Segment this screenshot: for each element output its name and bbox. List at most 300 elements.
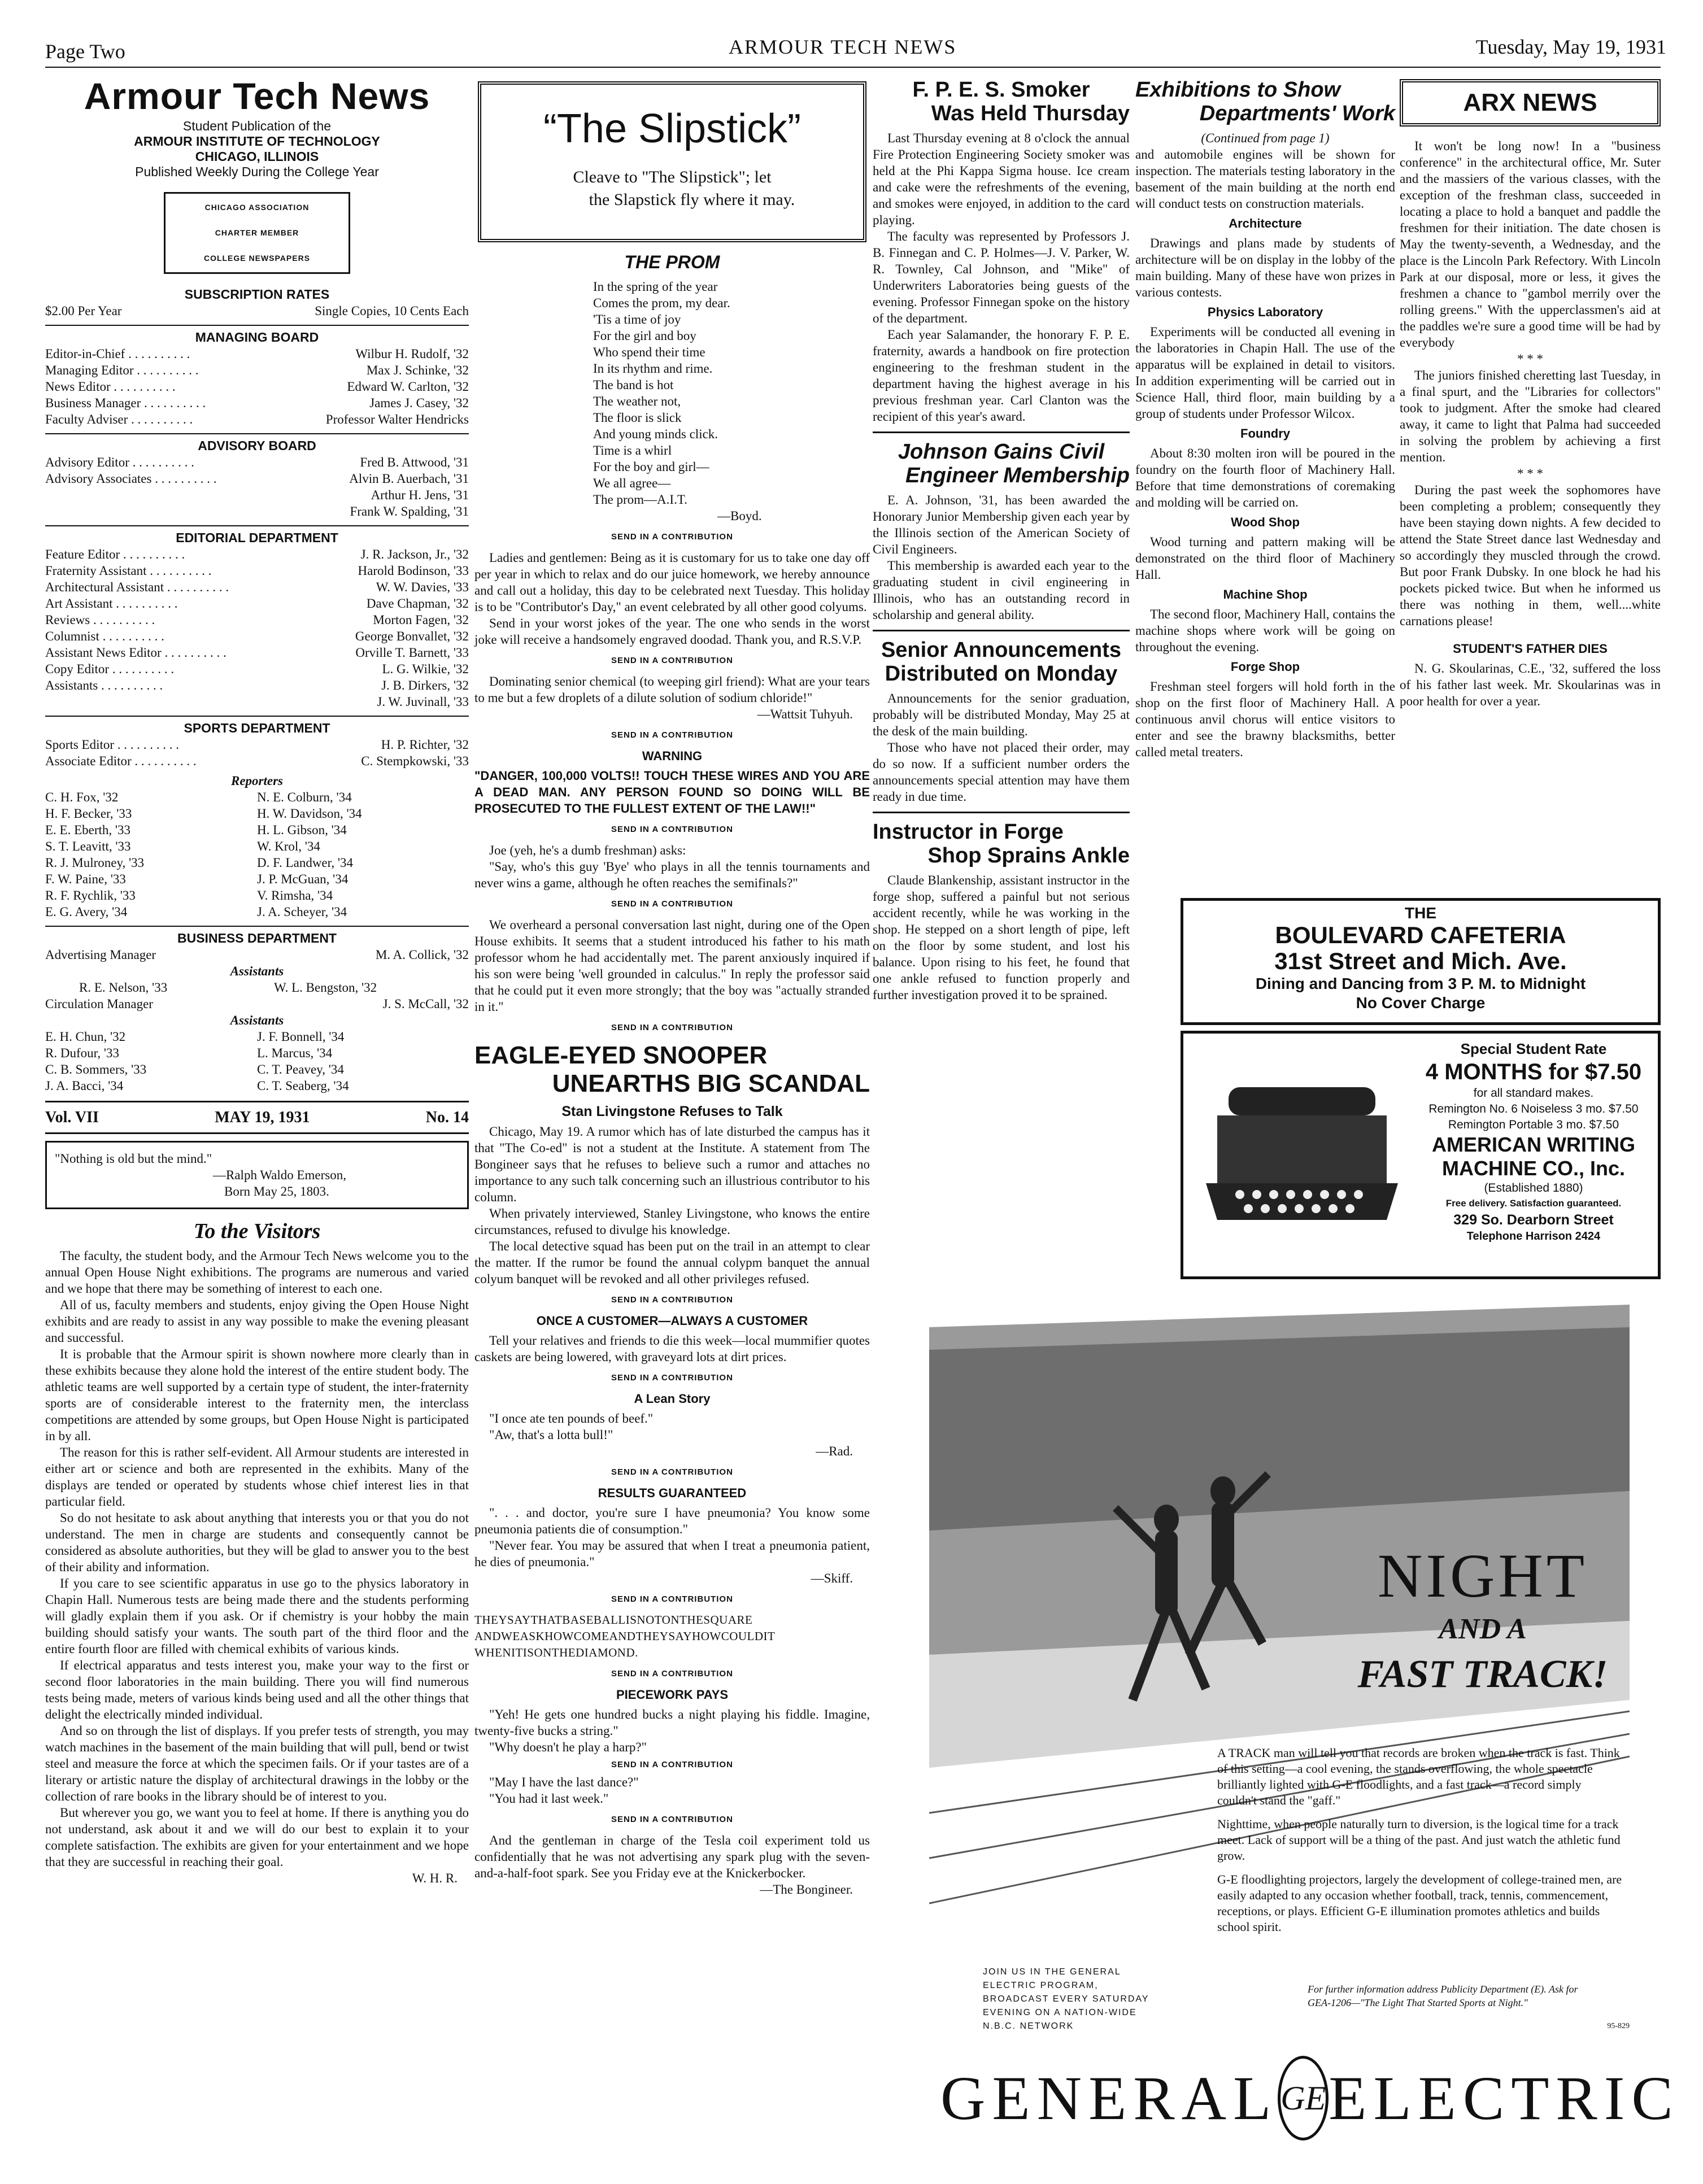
paragraph: It won't be long now! In a "business conference" in the architectural office, Mr. Suter and the massiers of the various classes, with the exception of the freshman class, succeeded in locating a place to hold a banquet and paddle the freshmen for their initiation. The date chosen is May the twenty-seventh, a Wednesday, and the place is the Lincoln Park Refectory. With Lincoln Park at our disposal, more or less, it gives the freshmen a chance to "gambol merrily over the rolling greens." With the upperclassmen's aid at the paddles we're sure a good time will be had by everybody — [1400, 139, 1661, 350]
forge-headline — [873, 820, 1130, 868]
poem-line: Who spend their time — [593, 345, 705, 359]
cafeteria-cover: No Cover Charge — [1356, 994, 1486, 1012]
ge-body-para: G-E floodlighting projectors, largely the development of college-trained men, are easily adapted to any occasion whether football, track, tennis, commencement, receptions, or plays. Efficient G-E illumination promotes athletics and builds school spirit. — [1217, 1872, 1622, 1934]
remington-portable: Remington Portable 3 mo. $7.50 — [1448, 1118, 1619, 1131]
poem-line: In its rhythm and rime. — [593, 361, 713, 376]
staff-row — [45, 736, 469, 753]
quote-born: Born May 25, 1803. — [224, 1184, 329, 1198]
headline-line: Shop Sprains Ankle — [927, 844, 1130, 868]
slipstick-column — [474, 73, 870, 1898]
poem-line: Time is a whirl — [593, 443, 672, 457]
staff-role: Business Manager . . . . . . . . . . — [45, 396, 206, 410]
board-title: SPORTS DEPARTMENT — [45, 716, 469, 736]
cafeteria-name: BOULEVARD CAFETERIA — [1275, 922, 1566, 948]
staff-person: L. G. Wilkie, '32 — [382, 662, 469, 676]
slipstick-box — [478, 81, 866, 242]
fpes-headline — [873, 78, 1130, 125]
johnson-headline — [873, 440, 1130, 487]
board-title: ADVISORY BOARD — [45, 433, 469, 454]
reporter-row — [45, 789, 469, 805]
paragraph: The reason for this is rather self-evident. All Armour students are interested in either art or science and both are represented in the exhibits. Many of the displays are tended or operated by students whose chief interest lies in that particular field. — [45, 1445, 469, 1509]
staff-person: Morton Fagen, '32 — [373, 613, 469, 627]
staff-row — [45, 628, 469, 644]
reporter: C. H. Fox, '32 — [45, 790, 119, 804]
paragraph: N. G. Skoularinas, C.E., '32, suffered the loss of his father last week. Mr. Skoularinas was in poor health for over a year. — [1400, 661, 1661, 708]
poem-line: We all agree— — [593, 476, 671, 490]
staff-person: Dave Chapman, '32 — [366, 596, 469, 611]
staff-row — [45, 470, 469, 487]
divider — [45, 1132, 469, 1134]
caps-joke — [474, 1612, 870, 1661]
typewriter-copy — [1415, 1039, 1652, 1244]
cafeteria-ad — [1181, 898, 1661, 1025]
assistant-row — [45, 1061, 469, 1078]
headline-line: Was Held Thursday — [931, 102, 1130, 125]
staff-row — [45, 979, 469, 996]
assistant: C. T. Seaberg, '34 — [257, 1079, 349, 1093]
street-address: 329 So. Dearborn Street — [1453, 1212, 1614, 1228]
paragraph: "May I have the last dance?" — [489, 1775, 639, 1789]
board-title: EDITORIAL DEPARTMENT — [45, 525, 469, 546]
assistant-row — [45, 1045, 469, 1061]
staff-person: J. B. Dirkers, '32 — [381, 678, 469, 692]
poem-line: And young minds click. — [593, 427, 718, 441]
ge-logo-icon — [1278, 2056, 1329, 2141]
reporter-row — [45, 855, 469, 871]
snooper-headline — [474, 1041, 870, 1098]
reporter-row — [45, 871, 469, 887]
reporter: N. E. Colburn, '34 — [257, 790, 352, 804]
staff-row — [45, 411, 469, 428]
lean-head: A Lean Story — [634, 1392, 711, 1406]
staff-role: Art Assistant . . . . . . . . . . — [45, 596, 178, 611]
visitors-title: To the Visitors — [193, 1219, 321, 1243]
ge-info: For further information address Publicity Department (E). Ask for GEA-1206—"The Light That Started Sports at Night." — [1308, 1984, 1578, 2008]
masthead-logo: Armour Tech News — [84, 75, 430, 117]
staff-role: Sports Editor . . . . . . . . . . — [45, 738, 180, 752]
paragraph: The second floor, Machinery Hall, contains the machine shops where work will be going on throughout the evening. — [1135, 607, 1395, 654]
paragraph: "Why doesn't he play a harp?" — [489, 1740, 647, 1754]
contribution-line: SEND IN A CONTRIBUTION — [611, 899, 733, 909]
ge-body-para: Nighttime, when people naturally turn to diversion, is the logical time for a track meet. Lack of support will be a thing of the past. And just watch the athletic fund grow. — [1217, 1817, 1621, 1863]
staff-role: Architectural Assistant . . . . . . . . . . — [45, 580, 229, 594]
poem-line: Comes the prom, my dear. — [593, 296, 730, 310]
assistant: E. H. Chun, '32 — [45, 1030, 126, 1044]
paragraph: Dominating senior chemical (to weeping girl friend): What are your tears to me but a few droplets of a dilute solution of sodium chloride!" — [474, 674, 870, 705]
warning-head: WARNING — [642, 749, 703, 763]
volume-number: No. 14 — [425, 1109, 469, 1126]
reporter: R. J. Mulroney, '33 — [45, 856, 145, 870]
exhibitions-lead: and automobile engines will be shown for inspection. The materials testing laboratory in the basement of the main building at the north end will conduct tests on construction materials. — [1135, 147, 1395, 211]
badge-line: COLLEGE NEWSPAPERS — [203, 254, 311, 263]
snooper-article — [474, 1123, 870, 1287]
company-name: MACHINE CO., Inc. — [1441, 1157, 1626, 1180]
once-head: ONCE A CUSTOMER—ALWAYS A CUSTOMER — [536, 1314, 808, 1328]
arx-column — [1400, 73, 1661, 709]
paragraph: The faculty was represented by Professors J. B. Finnegan and C. P. Holmes—J. V. Parker, W. R. Townley, Cal Johnson, and "Mike" of Underwriters Laboratories being guests of the evening. Professor Finnegan spoke on the history of the department. — [873, 229, 1130, 325]
ge-headline-track: FAST TRACK! — [1357, 1653, 1608, 1696]
staff-person: Max J. Schinke, '32 — [366, 363, 469, 377]
divider — [873, 812, 1130, 813]
staff-row — [45, 563, 469, 579]
warning-text: "DANGER, 100,000 VOLTS!! TOUCH THESE WIRES AND YOU ARE A DEAD MAN. ANY PERSON FOUND SO DOING WILL BE PROSECUTED TO THE FULLEST EXTENT OF THE LAW!!" — [474, 769, 870, 816]
visitors-article — [45, 1248, 469, 1870]
staff-role: Editor-in-Chief . . . . . . . . . . — [45, 347, 190, 361]
staff-role: Faculty Adviser . . . . . . . . . . — [45, 412, 193, 426]
exhibitions-article — [1135, 215, 1395, 760]
paragraph: Those who have not placed their order, may do so now. If a sufficient number orders the announcements special attention may have them ready in due time. — [873, 740, 1130, 804]
paragraph: Tell your relatives and friends to die this week—local mummifier quotes caskets are being lowered, with graveyard lots at dirt prices. — [474, 1333, 870, 1364]
reporter: H. F. Becker, '33 — [45, 807, 132, 821]
staff-person: W. L. Bengston, '32 — [274, 980, 377, 995]
masthead-line: ARMOUR INSTITUTE OF TECHNOLOGY — [134, 134, 380, 149]
staff-row — [45, 362, 469, 378]
subscription-head: SUBSCRIPTION RATES — [184, 287, 330, 302]
staff-row — [45, 454, 469, 470]
telephone: Telephone Harrison 2424 — [1466, 1230, 1601, 1243]
senior-headline — [873, 638, 1130, 686]
paragraph: "You had it last week." — [489, 1791, 609, 1806]
byline: —Wattsit Tuhyuh. — [757, 707, 853, 721]
staff-role: Copy Editor . . . . . . . . . . — [45, 662, 175, 676]
assistant: R. Dufour, '33 — [45, 1046, 119, 1060]
staff-person: J. W. Juvinall, '33 — [377, 695, 469, 709]
subscription-year: $2.00 Per Year — [45, 304, 122, 318]
reporter: V. Rimsha, '34 — [257, 888, 333, 903]
reporters-list — [45, 789, 469, 920]
association-badge — [164, 192, 350, 274]
staff-row — [45, 753, 469, 769]
reporter: S. T. Leavitt, '33 — [45, 839, 131, 853]
typewriter-icon — [1195, 1076, 1409, 1228]
staff-person: Wilbur H. Rudolf, '32 — [355, 347, 469, 361]
divider — [45, 1101, 469, 1102]
exhibit-head: Wood Shop — [1231, 515, 1300, 529]
staff-person: Frank W. Spalding, '31 — [350, 504, 469, 518]
staff-row — [45, 503, 469, 520]
issue-date: Tuesday, May 19, 1931 — [1475, 36, 1666, 58]
volume-date: MAY 19, 1931 — [215, 1109, 310, 1126]
paragraph: "I once ate ten pounds of beef." — [489, 1411, 654, 1426]
contribution-line: SEND IN A CONTRIBUTION — [611, 656, 733, 665]
paragraph: Each year Salamander, the honorary F. P. E. fraternity, awards a handbook on fire protection engineering to the freshman student in the department having the highest average in his previous freshman year. Carl Clanton was the recipient of this year's award. — [873, 328, 1130, 424]
staff-person: H. P. Richter, '32 — [381, 738, 469, 752]
headline-line: Exhibitions to Show — [1135, 78, 1341, 102]
staff-role: Assistants . . . . . . . . . . — [45, 678, 163, 692]
masthead-line: Student Publication of the — [182, 119, 332, 133]
visitors-sign: W. H. R. — [412, 1871, 458, 1885]
cafeteria-hours: Dining and Dancing from 3 P. M. to Midnight — [1255, 975, 1586, 992]
headline-line: Johnson Gains Civil — [898, 440, 1105, 464]
contribution-line: SEND IN A CONTRIBUTION — [611, 1467, 733, 1477]
paragraph: Claude Blankenship, assistant instructor in the forge shop, suffered a painful but not serious accident recently, while he was working in the shop. He stepped on a short length of pipe, left on the floor by some student, and lost his balance. Upon rising to his feet, he found that one ankle refused to function properly and further investigation proved it to be sprained. — [873, 873, 1130, 1002]
paragraph: "Aw, that's a lotta bull!" — [489, 1428, 613, 1442]
paragraph: And so on through the list of displays. If you prefer tests of strength, you may watch machines in the basement of the main building that will pull, bend or twist steel and measure the force at which the specimen fails. Or if your tastes are of a literary or artistic nature the display of architectural drawings in the lobby or the collection of rare books in the library should be of interest to you. — [45, 1724, 469, 1803]
subscription-single: Single Copies, 10 Cents Each — [315, 304, 469, 318]
staff-person: C. Stempkowski, '33 — [361, 754, 469, 768]
slipstick-title: “The Slipstick” — [543, 106, 802, 151]
ge-headline — [1325, 1542, 1641, 1700]
page-number: Page Two — [45, 40, 125, 63]
paragraph: All of us, faculty members and students, enjoy giving the Open House Night exhibits and are ready to assist in any way possible to make the evening pleasant and successful. — [45, 1298, 469, 1345]
staff-row — [45, 378, 469, 395]
prom-sign: —Boyd. — [717, 509, 762, 523]
reporter-row — [45, 805, 469, 822]
slipstick-motto: the Slapstick fly where it may. — [589, 190, 795, 209]
exhibit-head: Forge Shop — [1230, 660, 1300, 674]
paragraph: "Yeh! He gets one hundred bucks a night playing his fiddle. Imagine, twenty-five bucks a string." — [474, 1707, 870, 1738]
ge-brand-left: GENERAL — [940, 2063, 1278, 2133]
company-name: AMERICAN WRITING — [1432, 1133, 1635, 1156]
poem-line: 'Tis a time of joy — [593, 312, 681, 326]
paragraph: Experiments will be conducted all evening in the laboratories in Chapin Hall. The use of the apparatus will be explained in detail to visitors. In addition experimenting will be carried out in Science Hall, third floor, main building by a group of students under Professor Wilcox. — [1135, 325, 1395, 421]
paragraph: E. A. Johnson, '31, has been awarded the Honorary Junior Membership given each year by the Illinois section of the American Society of Civil Engineers. — [873, 493, 1130, 556]
paragraph: This membership is awarded each year to the graduating student in civil engineering in Illinois, who has an outstanding record in scholarship and general ability. — [873, 559, 1130, 622]
paragraph: "Say, who's this guy 'Bye' who plays in all the tennis tournaments and never wins a game, although he often reaches the semifinals?" — [474, 860, 870, 890]
paragraph: When privately interviewed, Stanley Livingstone, who knows the entire circumstances, refused to divulge his knowledge. — [474, 1206, 870, 1237]
assistants-head: Assistants — [230, 964, 284, 978]
byline: —Skiff. — [811, 1571, 853, 1585]
piecework-head: PIECEWORK PAYS — [616, 1688, 729, 1702]
paragraph: We overheard a personal conversation last night, during one of the Open House exhibits. It seems that a student introduced his father to his math professor whom he had accidentally met. The parent anxiously inquired if his son were being 'well grounded in calculus." In reply the professor said that he could put it even more strongly; that the boy was "actually stranded in it." — [474, 918, 870, 1014]
board-title: MANAGING BOARD — [45, 325, 469, 346]
johnson-article — [873, 492, 1130, 623]
quote-box — [45, 1141, 469, 1209]
masthead-lines — [45, 119, 469, 180]
masthead-column — [45, 73, 469, 1886]
reporter: J. P. McGuan, '34 — [257, 872, 349, 886]
paragraph: Last Thursday evening at 8 o'clock the annual Fire Protection Engineering Society smoker was held at the Phi Kappa Sigma house. Ice cream and cake were the refreshments of the evening, and smokes were enjoyed, in addition to the card playing. — [873, 131, 1130, 227]
news-column — [873, 73, 1130, 1003]
staff-row — [45, 579, 469, 595]
staff-person: Professor Walter Hendricks — [325, 412, 469, 426]
reporter-row — [45, 822, 469, 838]
staff-row — [45, 947, 469, 963]
ge-headline-night: NIGHT — [1377, 1541, 1588, 1610]
ge-logo-text: GE — [1280, 2079, 1326, 2117]
caps-line: ANDWEASKHOWCOMEANDTHEYSAYHOWCOULDIT — [474, 1629, 776, 1643]
masthead-line: CHICAGO, ILLINOIS — [195, 149, 319, 164]
reporter: J. A. Scheyer, '34 — [257, 905, 347, 919]
staff-role: Associate Editor . . . . . . . . . . — [45, 754, 197, 768]
reporter: E. E. Eberth, '33 — [45, 823, 131, 837]
paragraph: During the past week the sophomores have been completing a problem; consequently they have been staying down nights. A few decided to attend the State Street dance last Wednesday and so accordingly they muscled through the crowd. But poor Frank Dubsky. In one block he had his pockets picked twice. But when he informed us there was nothing in them, well....white carnations please! — [1400, 483, 1661, 628]
reporter: F. W. Paine, '33 — [45, 872, 126, 886]
poem-line: The band is hot — [593, 378, 674, 392]
contribution-line: SEND IN A CONTRIBUTION — [611, 532, 733, 542]
staff-person: Harold Bodinson, '33 — [358, 564, 469, 578]
ge-headline-and: AND A — [1439, 1613, 1527, 1645]
poem-line: The weather not, — [593, 394, 681, 408]
header-rule — [45, 67, 1661, 68]
headline-line: Instructor in Forge — [873, 820, 1064, 844]
paragraph: Joe (yeh, he's a dumb freshman) asks: — [489, 843, 686, 857]
reporter: D. F. Landwer, '34 — [257, 856, 354, 870]
byline: —The Bongineer. — [760, 1882, 853, 1897]
staff-person: W. W. Davies, '33 — [376, 580, 469, 594]
headline-line: Senior Announcements — [881, 638, 1122, 662]
four-months: 4 MONTHS for $7.50 — [1425, 1060, 1642, 1084]
exhibit-head: Machine Shop — [1223, 587, 1308, 601]
staff-role: Advisory Editor . . . . . . . . . . — [45, 455, 194, 469]
staff-row — [45, 996, 469, 1012]
father-head: STUDENT'S FATHER DIES — [1453, 642, 1608, 656]
staff-person: George Bonvallet, '32 — [355, 629, 469, 643]
senior-article — [873, 690, 1130, 805]
staff-role: Fraternity Assistant . . . . . . . . . . — [45, 564, 212, 578]
ge-brand — [940, 2050, 1680, 2146]
contribution-line: SEND IN A CONTRIBUTION — [611, 1373, 733, 1383]
paragraph: Announcements for the senior graduation, probably will be distributed Monday, May 25 at the desk of the main building. — [873, 691, 1130, 738]
staff-role: News Editor . . . . . . . . . . — [45, 380, 176, 394]
paragraph: Chicago, May 19. A rumor which has of late disturbed the campus has it that "The Co-ed" is not a student at the Institute. A statement from The Bongineer says that he refuses to believe such a rumor and attaches no importance to any such talk concerning such an illustrious contributor to his column. — [474, 1124, 870, 1204]
ge-body — [1217, 1745, 1624, 1935]
poem-line: In the spring of the year — [593, 280, 718, 294]
staff-role: Assistant News Editor . . . . . . . . . . — [45, 646, 227, 660]
paragraph: The faculty, the student body, and the Armour Tech News welcome you to the annual Open House Night exhibitions. The programs are numerous and varied and we hope that there may be something of interest to each one. — [45, 1249, 469, 1296]
staff-role: Advisory Associates . . . . . . . . . . — [45, 472, 217, 486]
typewriter-ad — [1181, 1031, 1661, 1279]
assistants-head: Assistants — [230, 1013, 284, 1027]
staff-row — [45, 644, 469, 661]
masthead-line: Published Weekly During the College Year — [135, 164, 379, 179]
continued-note: (Continued from page 1) — [1201, 131, 1330, 145]
paragraph: Ladies and gentlemen: Being as it is customary for us to take one day off per year in which to relax and do our juice homework, we hereby announce and call out a holiday, this day to be celebrated next Tuesday. This holiday is to be "Contributor's Day," an event celebrated by all other good colyums. — [474, 551, 870, 614]
paragraph: And the gentleman in charge of the Tesla coil experiment told us confidentially that he was not advertising any spark plug with the seven-and-a-half-foot spark. See you Friday eve at the Knickerbocker. — [474, 1833, 870, 1880]
staff-role: Reviews . . . . . . . . . . — [45, 613, 155, 627]
paragraph: So do not hesitate to ask about anything that interests you or that you do not understand. The men in charge are students and consequently cannot be considered as absolute authorities, but they will be glad to answer you to the best of their ability and information. — [45, 1511, 469, 1574]
established: (Established 1880) — [1484, 1182, 1583, 1195]
badge-line: CHICAGO ASSOCIATION — [204, 203, 310, 212]
special-rate: Special Student Rate — [1460, 1040, 1607, 1057]
snooper-subhead: Stan Livingstone Refuses to Talk — [561, 1104, 783, 1119]
quote-author: —Ralph Waldo Emerson, — [213, 1168, 346, 1182]
staff-row — [45, 487, 469, 503]
caps-line: THEYSAYTHATBASEBALLISNOTONTHESQUARE — [474, 1613, 753, 1627]
remington-noiseless: Remington No. 6 Noiseless 3 mo. $7.50 — [1428, 1102, 1639, 1115]
reporter: E. G. Avery, '34 — [45, 905, 128, 919]
headline-line: Engineer Membership — [905, 464, 1130, 487]
staff-row — [45, 346, 469, 362]
ge-code: 95-829 — [1607, 2022, 1630, 2030]
exhibit-head: Architecture — [1229, 216, 1302, 230]
reporter: H. W. Davidson, '34 — [257, 807, 362, 821]
divider — [873, 630, 1130, 631]
exhibitions-column — [1135, 73, 1395, 760]
assistant: J. F. Bonnell, '34 — [257, 1030, 345, 1044]
staff-row — [45, 612, 469, 628]
arx-title: ARX NEWS — [1463, 89, 1597, 116]
staff-person: Alvin B. Auerbach, '31 — [349, 472, 469, 486]
prom-title: THE PROM — [624, 252, 720, 272]
staff-person: J. R. Jackson, Jr., '32 — [360, 547, 469, 561]
poem-line: For the girl and boy — [593, 329, 696, 343]
paragraph: But wherever you go, we want you to feel at home. If there is anything you do not understand, ask about it and we will do our best to explain it to your complete satisfaction. The exhibits are given for your entertainment and we hope that they are successful in reaching their goal. — [45, 1806, 469, 1869]
results-head: RESULTS GUARANTEED — [598, 1486, 747, 1500]
reporter-row — [45, 887, 469, 904]
assistant-row — [45, 1028, 469, 1045]
poem-line: The floor is slick — [593, 411, 682, 425]
paragraph: If you care to see scientific apparatus in use go to the physics laboratory in Chapin Hall. Numerous tests are being made there and the students performing will gladly explain them if you ask. Or if chemistry is your hobby the main building should satisfy your wants. The south part of the third floor and the entire fourth floor are filled with chemical exhibits of various kinds. — [45, 1576, 469, 1656]
badge-line: CHARTER MEMBER — [215, 228, 299, 237]
contribution-line: SEND IN A CONTRIBUTION — [611, 730, 733, 740]
paragraph: Freshman steel forgers will hold forth in the shop on the first floor of Machinery Hall. A continuous anvil chorus will entice visitors to enter and see the brawny blacksmiths, better called metal treaters. — [1135, 679, 1395, 759]
reporter: H. L. Gibson, '34 — [257, 823, 347, 837]
exhibit-head: Foundry — [1240, 426, 1290, 441]
assistant-row — [45, 1078, 469, 1094]
contribution-line: SEND IN A CONTRIBUTION — [611, 1023, 733, 1032]
staff-person: James J. Casey, '32 — [369, 396, 469, 410]
staff-person: J. S. McCall, '32 — [382, 997, 469, 1011]
staff-person: R. E. Nelson, '33 — [79, 980, 168, 995]
staff-row — [45, 595, 469, 612]
assistant: L. Marcus, '34 — [257, 1046, 333, 1060]
staff-role: Advertising Manager — [45, 948, 156, 962]
staff-role: Feature Editor . . . . . . . . . . — [45, 547, 185, 561]
cafeteria-the: THE — [1405, 904, 1436, 922]
staff-role: Managing Editor . . . . . . . . . . — [45, 363, 199, 377]
contribution-line: SEND IN A CONTRIBUTION — [611, 1815, 733, 1824]
staff-role: Circulation Manager — [45, 997, 153, 1011]
contribution-line: SEND IN A CONTRIBUTION — [611, 1594, 733, 1604]
ge-body-para: A TRACK man will tell you that records are broken when the track is fast. Think of this setting—a cool evening, the stands overflowing, the whole spectacle brilliantly lighted with G-E floodlights, and a fast track—a record simply couldn't stand the "gaff." — [1217, 1746, 1620, 1807]
paragraph: It is probable that the Armour spirit is shown nowhere more clearly than in these exhibits because they alone hold the interest of the entire student body. The athletic teams are well supported by a certain type of student, the inter-fraternity sports are of considerable interest to the fraternity men, the interclass competitions are attended by some groups, but Open House Night is participated in by all. — [45, 1347, 469, 1443]
paragraph: Wood turning and pattern making will be demonstrated on the third floor of Machinery Hall. — [1135, 535, 1395, 582]
prom-poem — [474, 278, 870, 508]
staff-row — [45, 546, 469, 563]
ge-join: JOIN US IN THE GENERAL ELECTRIC PROGRAM, BROADCAST EVERY SATURDAY EVENING ON A NATION-WIDE N.B.C. NETWORK — [983, 1967, 1149, 2031]
assistant: C. T. Peavey, '34 — [257, 1062, 344, 1076]
quote-text: "Nothing is old but the mind." — [55, 1152, 212, 1166]
paragraph: The juniors finished cheretting last Tuesday, in a final spurt, and the "Libraries for collectors" took to judgment. After the smoke had cleared away, it came to light that Palma had succeeded in solving the problem by achieving a first mention. — [1400, 368, 1661, 464]
poem-line: The prom—A.I.T. — [593, 492, 687, 507]
separator-stars: * * * — [1517, 352, 1543, 366]
staff-person: Arthur H. Jens, '31 — [371, 488, 469, 502]
exhibit-head: Physics Laboratory — [1207, 305, 1323, 319]
business-assistants — [45, 1028, 469, 1094]
volume: Vol. VII — [45, 1109, 99, 1126]
forge-article — [873, 872, 1130, 1003]
fpes-article — [873, 130, 1130, 425]
paragraph: ". . . and doctor, you're sure I have pneumonia? You know some pneumonia patients die of consumption." — [474, 1506, 870, 1536]
staff-role: Columnist . . . . . . . . . . — [45, 629, 164, 643]
paper-name: ARMOUR TECH NEWS — [729, 36, 957, 58]
contribution-line: SEND IN A CONTRIBUTION — [611, 1669, 733, 1679]
staff-row — [45, 677, 469, 694]
reporter-row — [45, 838, 469, 855]
snooper-title: UNEARTHS BIG SCANDAL — [552, 1070, 870, 1097]
subscription-row — [45, 303, 469, 319]
reporter: W. Krol, '34 — [257, 839, 320, 853]
staff-person: Orville T. Barnett, '33 — [355, 646, 469, 660]
staff-row — [45, 694, 469, 710]
volume-line — [45, 1109, 469, 1126]
byline: —Rad. — [816, 1444, 853, 1458]
contribution-line: SEND IN A CONTRIBUTION — [611, 1760, 733, 1769]
ge-brand-right: ELECTRIC — [1329, 2063, 1680, 2133]
paragraph: "Never fear. You may be assured that when I treat a pneumonia patient, he dies of pneumonia." — [474, 1538, 870, 1569]
staff-person: M. A. Collick, '32 — [375, 948, 469, 962]
reporter: R. F. Rychlik, '33 — [45, 888, 136, 903]
staff-boards — [45, 325, 469, 769]
slipstick-motto: Cleave to "The Slipstick"; let — [573, 168, 772, 186]
ge-ad — [873, 1305, 1680, 2169]
headline-line: F. P. E. S. Smoker — [912, 78, 1090, 102]
standard-makes: for all standard makes. — [1473, 1087, 1594, 1100]
staff-person: Edward W. Carlton, '32 — [347, 380, 469, 394]
arx-title-box — [1400, 79, 1661, 127]
staff-row — [45, 661, 469, 677]
